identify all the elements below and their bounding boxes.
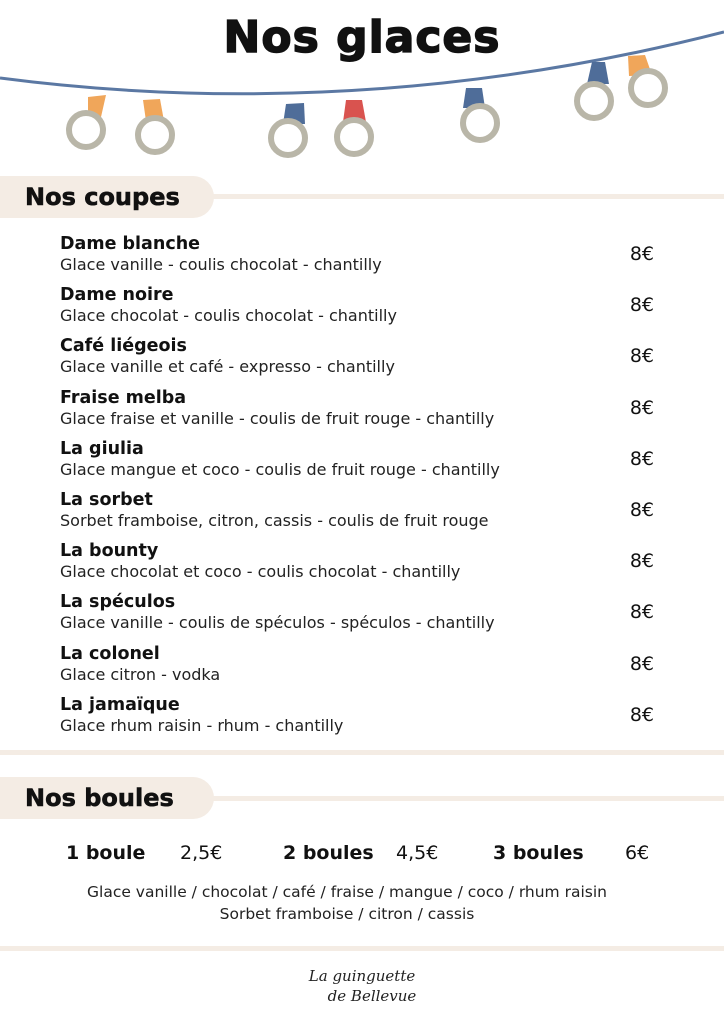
boules-section-heading: Nos boules [0,777,214,819]
ice-cream-flavors: Glace vanille / chocolat / café / fraise / mangue / coco / rhum raisin [87,883,607,901]
boules-section-divider [0,946,724,951]
boules-price-row [0,842,724,868]
item-price: 8€ [629,345,654,368]
sorbet-flavors: Sorbet framboise / citron / cassis [219,905,475,923]
item-price: 8€ [629,550,654,573]
logo-line-2: de Bellevue [327,987,417,1005]
item-name: La spéculos [60,592,176,613]
coupes-header-line [200,194,724,199]
item-name: Café liégeois [60,336,187,357]
boule-option-price: 6€ [625,842,650,864]
item-description: Glace vanille - coulis de spéculos - spéculos - chantilly [60,613,495,633]
page-title: Nos glaces [223,12,501,63]
item-name: Fraise melba [60,387,187,408]
item-name: La bounty [60,541,159,562]
menu-item [60,490,660,541]
bulb-7-orange [628,55,665,105]
boule-option-label: 1 boule [66,842,146,864]
item-description: Glace chocolat - coulis chocolat - chantilly [60,306,397,326]
boule-option-label: 2 boules [283,842,374,864]
item-description: Glace chocolat et coco - coulis chocolat - chantilly [60,562,461,582]
string-lights-decoration [0,20,724,165]
menu-item [60,695,660,746]
item-price: 8€ [629,498,654,521]
item-description: Glace vanille et café - expresso - chantilly [60,357,395,377]
bulb-2-orange [138,99,172,152]
item-name: La colonel [60,643,160,664]
item-price: 8€ [629,243,654,265]
item-name: La sorbet [60,489,153,510]
boule-option-price: 4,5€ [396,842,439,864]
light-string [0,32,724,94]
brand-logo [300,966,424,1006]
item-price: 8€ [629,601,654,624]
item-price: 8€ [629,294,654,317]
item-description: Glace mangue et coco - coulis de fruit rouge - chantilly [60,459,500,479]
coupes-section-heading: Nos coupes [0,176,214,218]
menu-item [60,285,660,336]
boules-header-line [200,796,724,801]
menu-item [60,439,660,490]
item-name: La giulia [60,438,144,459]
item-name: Dame noire [60,285,174,306]
item-description: Glace rhum raisin - rhum - chantilly [60,715,344,735]
menu-item [60,541,660,592]
bulb-1-orange [69,95,106,147]
item-description: Sorbet framboise, citron, cassis - coulis de fruit rouge [60,510,489,530]
item-price: 8€ [629,447,654,470]
menu-item [60,336,660,387]
item-price: 8€ [629,396,654,419]
item-name: La jamaïque [60,694,180,715]
bulb-6-blue [577,62,611,118]
coupes-section-divider [0,750,724,755]
item-description: Glace fraise et vanille - coulis de fruit rouge - chantilly [60,408,495,428]
menu-item [60,644,660,695]
menu-item [60,234,660,285]
boule-option-price: 2,5€ [180,842,223,864]
item-description: Glace vanille - coulis chocolat - chantilly [60,255,382,274]
item-price: 8€ [629,652,654,675]
bulb-4-red [337,100,371,154]
coupes-menu-list [60,234,660,746]
bulb-5-blue [463,88,497,140]
menu-item [60,388,660,439]
item-description: Glace citron - vodka [60,664,221,684]
logo-line-1: La guinguette [308,967,416,985]
bulb-3-blue [271,103,305,155]
boule-option-label: 3 boules [493,842,584,864]
item-price: 8€ [629,703,654,726]
item-name: Dame blanche [60,234,201,254]
menu-item [60,592,660,643]
